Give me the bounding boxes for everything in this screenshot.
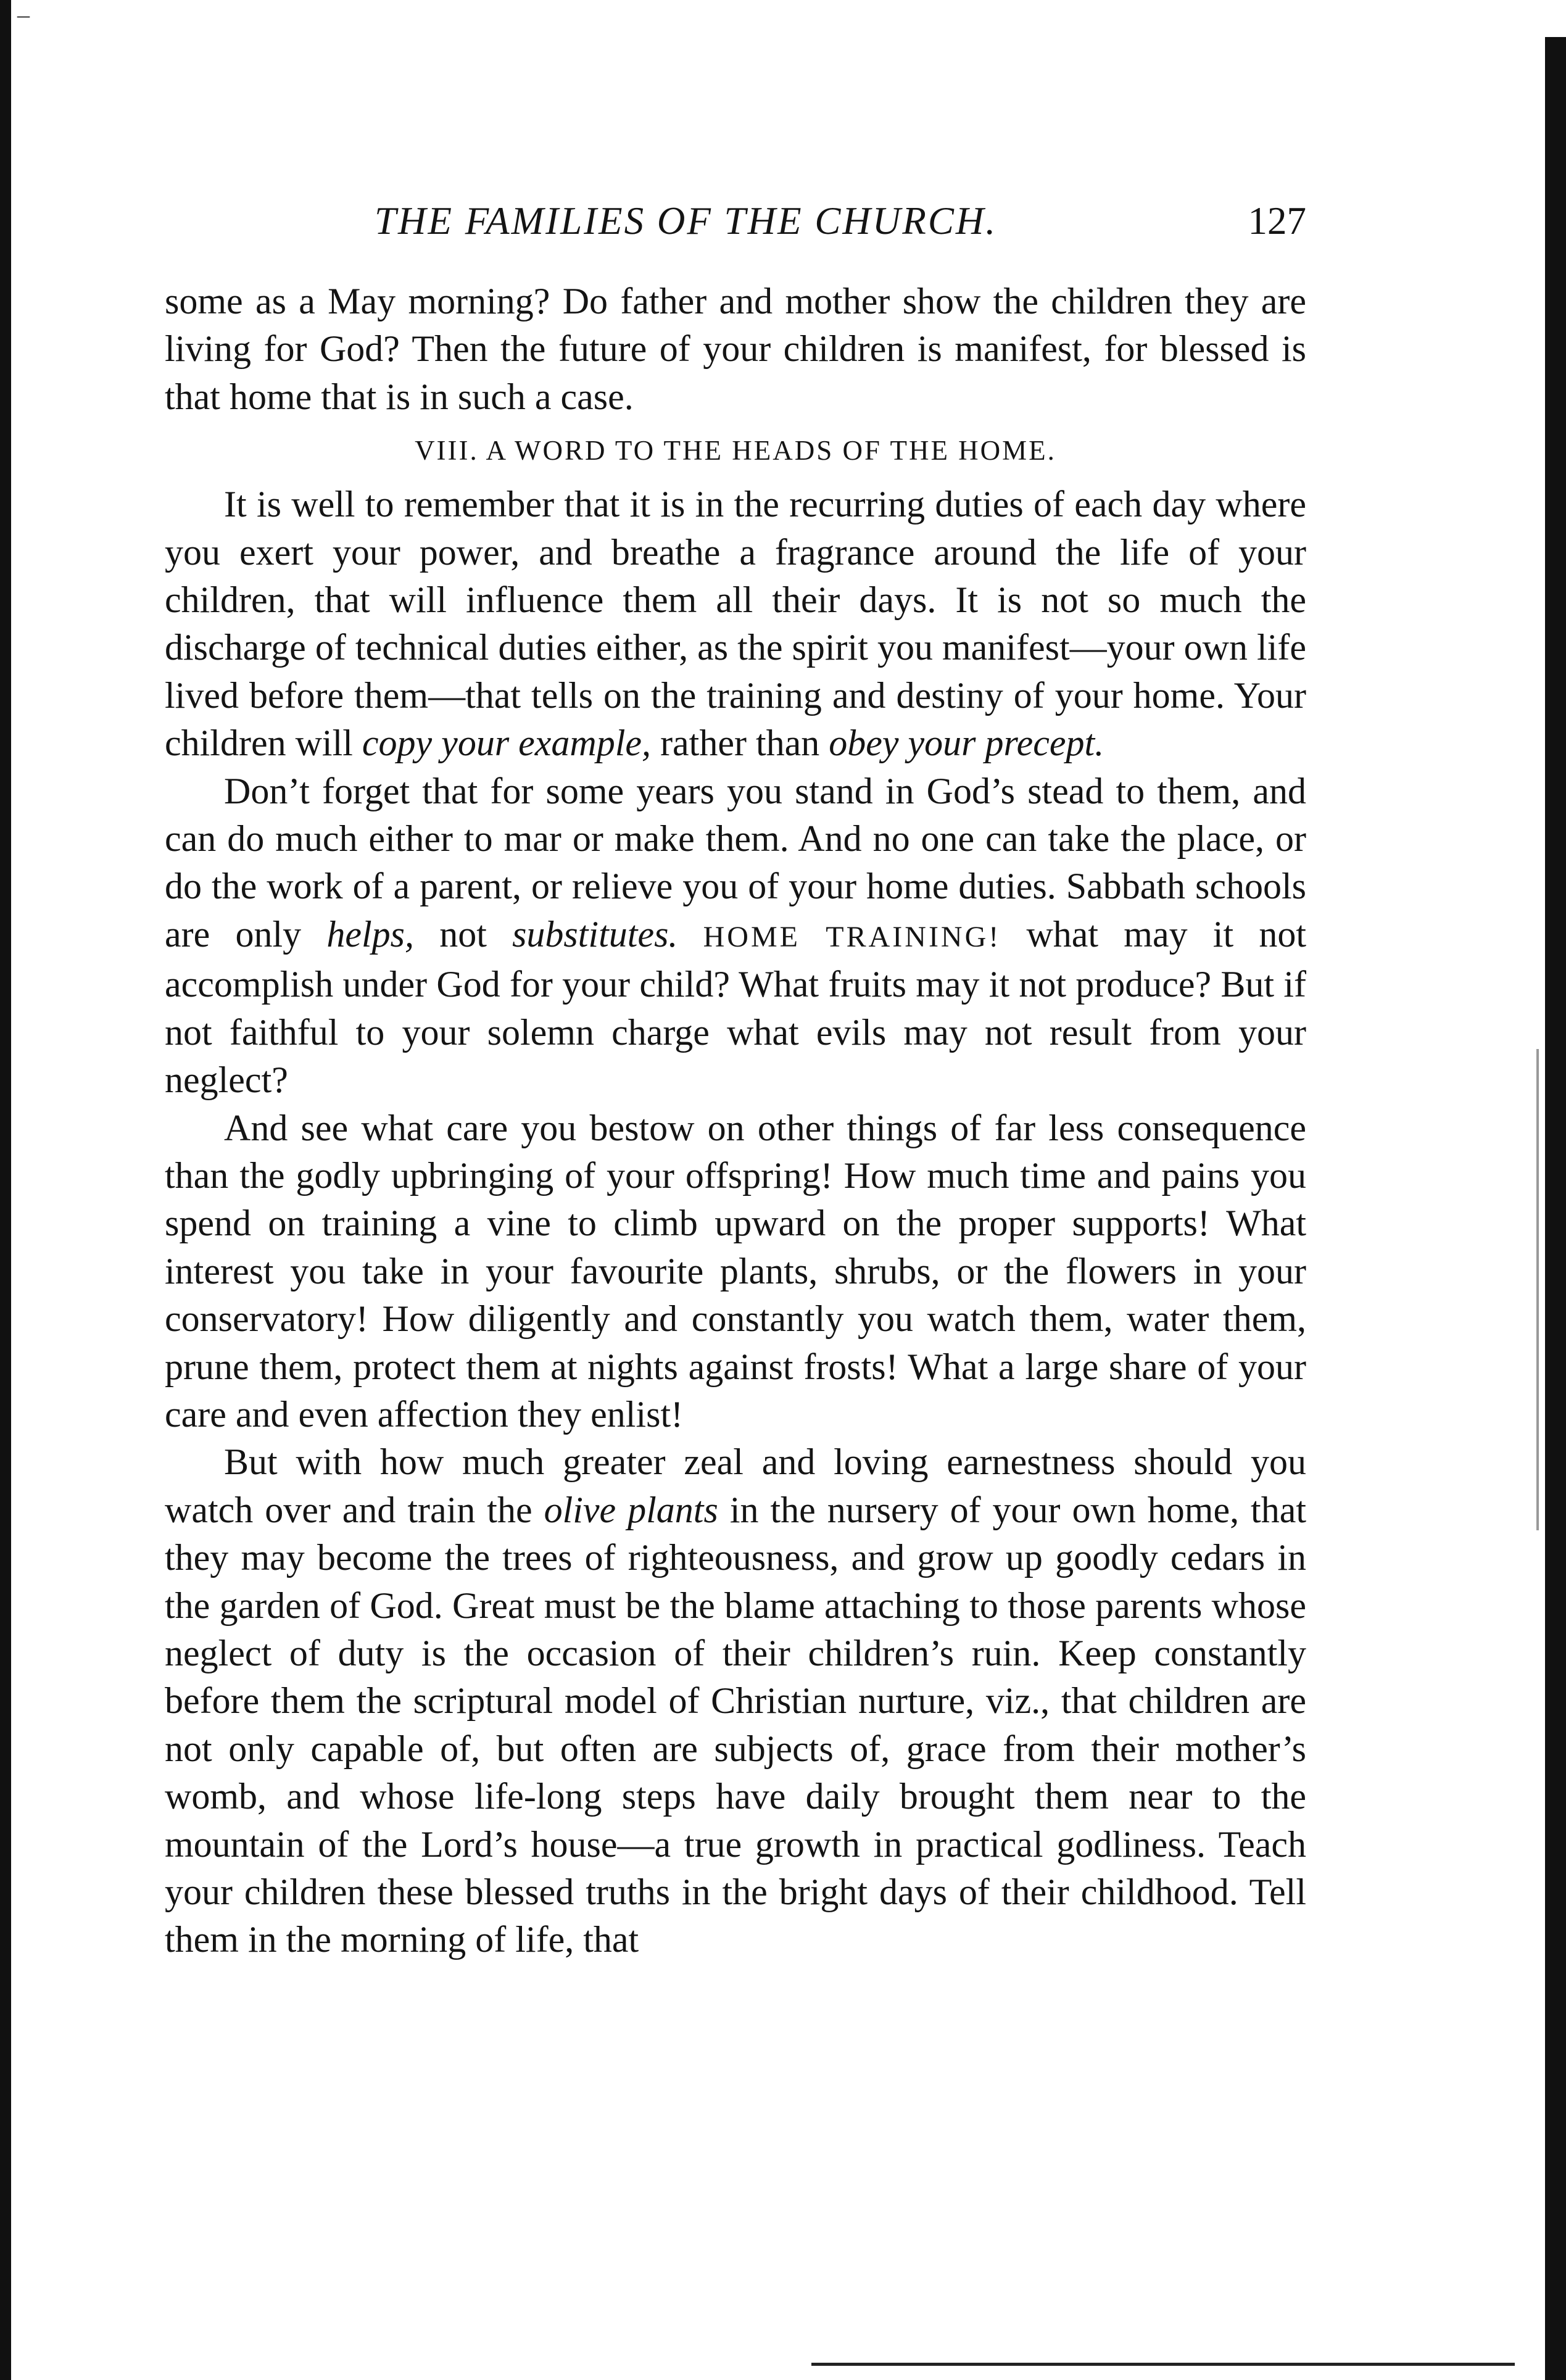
emphasis-text: copy your example, [362, 723, 652, 764]
emphasis-text: obey your precept. [829, 723, 1104, 764]
paragraph-olive-plants [165, 1438, 1306, 1963]
paragraph-text: Don’t forget that for some years you stand in God’s stead to them, and can do much either to mar or make them. And no one can take the place, or do the work of a parent, or relieve you of your home duties. Sabbath schools are only [165, 770, 1306, 955]
paragraph-continued: some as a May morning? Do father and mother show the children they are living for God? Then the future of your children is manifest, for blessed is that home that is in such a case. [165, 281, 1306, 417]
section-heading: VIII. A WORD TO THE HEADS OF THE HOME. [415, 435, 1056, 466]
emphasis-text: olive plants [544, 1489, 718, 1530]
paragraph-text: rather than [660, 723, 820, 764]
running-title: THE FAMILIES OF THE CHURCH. [375, 199, 998, 243]
paragraph-care: And see what care you bestow on other things of far less consequence than the godly upbringing of your offspring! How much time and pains you spend on training a vine to climb upward on the proper supports! What interest you take in your favourite plants, shrubs, or the flowers in your conservatory! How diligently and constantly you watch them, water them, prune them, protect them at nights against frosts! What a large share of your care and even affection they enlist! [165, 1107, 1306, 1435]
page-number: 127 [1248, 199, 1306, 243]
emphasis-text: substitutes. [512, 913, 678, 955]
paragraph-home-training [165, 768, 1306, 1105]
scan-margin-mark [1536, 1049, 1539, 1530]
scan-bottom-rule [811, 2363, 1515, 2366]
small-caps-text: HOME TRAINING! [703, 920, 1001, 953]
paragraph-text: what may it not accomplish under God for your child? What fruits may it not produce? But if not faithful to your solemn charge what evils may not result from your neglect? [165, 913, 1306, 1101]
scan-edge-right [1545, 37, 1566, 2380]
page-header [165, 196, 1306, 246]
paragraph-text: in the nursery of your own home, that they may become the trees of righteousness, and grow up goodly cedars in the garden of God. Great must be the blame attaching to those parents whose neglect of duty is the occasion of their children’s ruin. Keep constantly before them the scriptural model of Christian nurture, viz., that children are not only capable of, but often are subjects of, grace from their mother’s womb, and whose life-long steps have daily brought them near to the mountain of the Lord’s house—a true growth in practical godliness. Teach your children these blessed truths in the bright days of their childhood. Tell them in the morning of life, that [165, 1489, 1307, 1960]
emphasis-text: helps, [326, 913, 414, 955]
paragraph-duties [165, 481, 1306, 767]
scan-binding-edge-left [0, 0, 11, 2380]
scan-corner-mark: – [17, 1, 30, 28]
paragraph-text: But with how much greater zeal and loving earnestness should you watch over and train the [165, 1441, 1306, 1530]
body-text [165, 278, 1306, 1964]
paragraph-text: It is well to remember that it is in the recurring duties of each day where you exert your power, and breathe a fragrance around the life of your children, that will influence them all their days. It is not so much the discharge of technical duties either, as the spirit you manifest—your own life lived before them—that tells on the training and destiny of your home. Your children will [165, 484, 1306, 764]
paragraph-text: not [439, 913, 487, 955]
